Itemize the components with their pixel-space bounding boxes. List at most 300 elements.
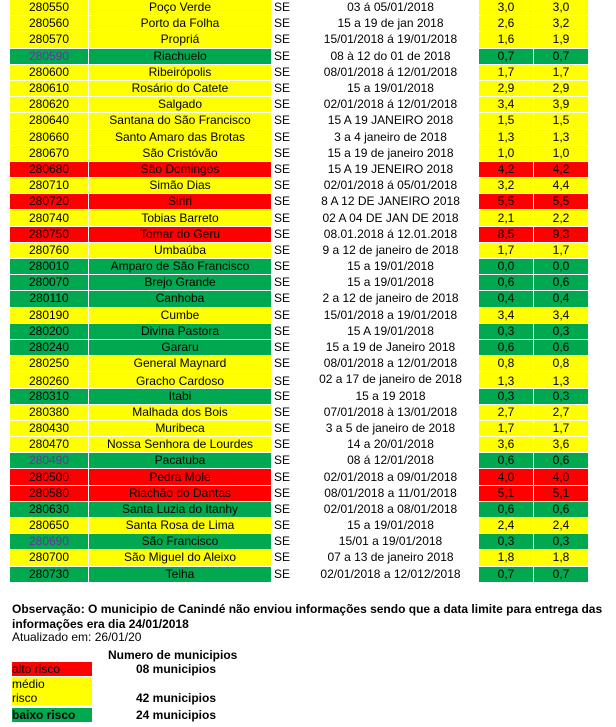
index-value-2: 1,5 — [534, 113, 589, 129]
table-row — [10, 485, 589, 501]
index-value-1: 0,6 — [479, 275, 534, 291]
municipality-code: 280010 — [10, 259, 89, 275]
column-gap — [470, 226, 479, 242]
municipality-name: Umbaúba — [89, 242, 272, 258]
state-code: SE — [272, 388, 312, 404]
collection-period: 15 a 19/01/2018 — [312, 80, 470, 96]
municipality-name: Santo Amaro das Brotas — [89, 129, 272, 145]
index-value-1: 5,5 — [479, 194, 534, 210]
collection-period: 2 a 12 de janeiro de 2018 — [312, 291, 470, 307]
table-row — [10, 404, 589, 420]
column-gap — [470, 275, 479, 291]
state-code: SE — [272, 307, 312, 323]
table-row — [10, 534, 589, 550]
index-value-1: 2,9 — [479, 80, 534, 96]
index-value-1: 0,0 — [479, 259, 534, 275]
column-gap — [470, 129, 479, 145]
index-value-1: 3,2 — [479, 178, 534, 194]
collection-period: 07/01/2018 à 13/01/2018 — [312, 404, 470, 420]
collection-period: 02/01/2018 á 05/01/2018 — [312, 178, 470, 194]
municipality-name: Itabi — [89, 388, 272, 404]
collection-period: 15/01/2018 a 19/01/2018 — [312, 307, 470, 323]
municipality-name: Ribeirópolis — [89, 64, 272, 80]
collection-period: 07 a 13 de janeiro 2018 — [312, 550, 470, 566]
municipality-name: Gararu — [89, 339, 272, 355]
state-code: SE — [272, 113, 312, 129]
state-code: SE — [272, 16, 312, 32]
state-code: SE — [272, 518, 312, 534]
index-value-1: 0,6 — [479, 453, 534, 469]
legend-medium-risk — [12, 677, 92, 691]
index-value-2: 1,3 — [534, 372, 589, 388]
municipality-code: 280470 — [10, 437, 89, 453]
table-row — [10, 339, 589, 355]
table-row — [10, 161, 589, 177]
state-code: SE — [272, 178, 312, 194]
municipality-name: Siriri — [89, 194, 272, 210]
table-row — [10, 566, 589, 582]
municipality-code: 280750 — [10, 226, 89, 242]
state-code: SE — [272, 323, 312, 339]
table-row — [10, 453, 589, 469]
municipality-code: 280580 — [10, 485, 89, 501]
municipality-name: Canhoba — [89, 291, 272, 307]
collection-period: 15 A 19 JENEIRO 2018 — [312, 161, 470, 177]
column-gap — [470, 356, 479, 372]
state-code: SE — [272, 32, 312, 48]
municipality-code: 280670 — [10, 145, 89, 161]
index-value-1: 0,6 — [479, 339, 534, 355]
index-value-2: 2,7 — [534, 404, 589, 420]
municipality-code: 280190 — [10, 307, 89, 323]
municipality-code: 280710 — [10, 178, 89, 194]
index-value-2: 0,3 — [534, 323, 589, 339]
collection-period: 15 A 19 JANEIRO 2018 — [312, 113, 470, 129]
table-row — [10, 437, 589, 453]
collection-period: 15 a 19 de Janeiro 2018 — [312, 339, 470, 355]
table-row — [10, 388, 589, 404]
municipality-name: Santa Rosa de Lima — [89, 518, 272, 534]
state-code: SE — [272, 485, 312, 501]
state-code: SE — [272, 97, 312, 113]
municipality-name: São Domingos — [89, 161, 272, 177]
collection-period: 15 a 19/01/2018 — [312, 259, 470, 275]
municipality-name: Propriá — [89, 32, 272, 48]
collection-period: 14 a 20/01/2018 — [312, 437, 470, 453]
municipality-code: 280380 — [10, 404, 89, 420]
column-gap — [470, 437, 479, 453]
column-gap — [470, 194, 479, 210]
municipality-name: Tomar do Geru — [89, 226, 272, 242]
legend-medium-risk-label-2: risco — [12, 691, 92, 705]
collection-period: 08/01/2018 a 12/01/2018 — [312, 356, 470, 372]
column-gap — [470, 404, 479, 420]
table-row — [10, 97, 589, 113]
municipality-code: 280260 — [10, 372, 89, 388]
state-code: SE — [272, 161, 312, 177]
municipality-name: Riachão do Dantas — [89, 485, 272, 501]
index-value-2: 0,7 — [534, 48, 589, 64]
municipality-name: Rosário do Catete — [89, 80, 272, 96]
index-value-1: 1,5 — [479, 113, 534, 129]
collection-period: 08/01/2018 a 11/01/2018 — [312, 485, 470, 501]
index-value-2: 3,6 — [534, 437, 589, 453]
state-code: SE — [272, 210, 312, 226]
collection-period: 08.01.2018 á 12.01.2018 — [312, 226, 470, 242]
municipality-code: 280250 — [10, 356, 89, 372]
collection-period: 08 à 12 do 01 de 2018 — [312, 48, 470, 64]
column-gap — [470, 501, 479, 517]
table-row — [10, 501, 589, 517]
municipality-name: Muribeca — [89, 420, 272, 436]
municipality-code: 280070 — [10, 275, 89, 291]
municipality-name: Brejo Grande — [89, 275, 272, 291]
column-gap — [470, 339, 479, 355]
state-code: SE — [272, 372, 312, 388]
collection-period: 8 A 12 DE JANEIRO 2018 — [312, 194, 470, 210]
column-gap — [470, 242, 479, 258]
table-row — [10, 194, 589, 210]
table-row — [10, 259, 589, 275]
table-row — [10, 32, 589, 48]
municipality-code: 280620 — [10, 97, 89, 113]
municipality-name: Amparo de São Francisco — [89, 259, 272, 275]
index-value-2: 2,9 — [534, 80, 589, 96]
index-value-2: 0,4 — [534, 291, 589, 307]
municipality-code: 280240 — [10, 339, 89, 355]
table-row — [10, 0, 589, 16]
municipality-name: São Francisco — [89, 534, 272, 550]
state-code: SE — [272, 356, 312, 372]
index-value-1: 3,6 — [479, 437, 534, 453]
table-row — [10, 113, 589, 129]
municipality-name: São Cristóvão — [89, 145, 272, 161]
index-value-2: 5,5 — [534, 194, 589, 210]
state-code: SE — [272, 550, 312, 566]
municipality-code: 280500 — [10, 469, 89, 485]
municipality-code: 280310 — [10, 388, 89, 404]
updated-date: Atualizado em: 26/01/20 — [12, 630, 142, 644]
index-value-2: 4,0 — [534, 469, 589, 485]
column-gap — [470, 16, 479, 32]
index-value-2: 1,3 — [534, 129, 589, 145]
index-value-1: 0,3 — [479, 388, 534, 404]
state-code: SE — [272, 469, 312, 485]
table-row — [10, 226, 589, 242]
state-code: SE — [272, 339, 312, 355]
column-gap — [470, 566, 479, 582]
collection-period: 08 á 12/01/2018 — [312, 453, 470, 469]
index-value-1: 4,2 — [479, 161, 534, 177]
index-value-2: 1,7 — [534, 420, 589, 436]
legend-medium-risk-count: 42 municipios — [136, 691, 217, 705]
state-code: SE — [272, 275, 312, 291]
index-value-2: 0,6 — [534, 275, 589, 291]
municipality-code: 280490 — [10, 453, 89, 469]
collection-period: 02 a 17 de janeiro de 2018 — [312, 372, 470, 388]
municipality-name: Telha — [89, 566, 272, 582]
index-value-2: 2,2 — [534, 210, 589, 226]
municipality-code: 280740 — [10, 210, 89, 226]
index-value-2: 0,7 — [534, 566, 589, 582]
municipality-name: Santa Luzia do Itanhy — [89, 501, 272, 517]
legend-medium-risk-row2 — [12, 691, 217, 705]
table-row — [10, 518, 589, 534]
collection-period: 02/01/2018 a 09/01/2018 — [312, 469, 470, 485]
state-code: SE — [272, 420, 312, 436]
table-row — [10, 16, 589, 32]
municipality-code: 280690 — [10, 534, 89, 550]
municipality-code: 280700 — [10, 550, 89, 566]
municipality-code: 280630 — [10, 501, 89, 517]
collection-period: 15 A 19/01/2018 — [312, 323, 470, 339]
municipality-name: Gracho Cardoso — [89, 372, 272, 388]
municipality-code: 280610 — [10, 80, 89, 96]
state-code: SE — [272, 48, 312, 64]
index-value-1: 1,0 — [479, 145, 534, 161]
index-value-1: 0,3 — [479, 323, 534, 339]
table-row — [10, 469, 589, 485]
municipality-risk-table — [10, 0, 589, 583]
index-value-2: 0,3 — [534, 388, 589, 404]
index-value-2: 4,2 — [534, 161, 589, 177]
table-row — [10, 323, 589, 339]
collection-period: 15 a 19 de janeiro 2018 — [312, 145, 470, 161]
index-value-2: 5,1 — [534, 485, 589, 501]
municipality-code: 280640 — [10, 113, 89, 129]
state-code: SE — [272, 226, 312, 242]
municipality-code: 280600 — [10, 64, 89, 80]
state-code: SE — [272, 242, 312, 258]
municipality-code: 280660 — [10, 129, 89, 145]
index-value-2: 0,3 — [534, 534, 589, 550]
legend-high-risk — [12, 662, 217, 676]
index-value-1: 1,3 — [479, 129, 534, 145]
municipality-name: Malhada dos Bois — [89, 404, 272, 420]
index-value-1: 0,4 — [479, 291, 534, 307]
legend-low-risk-count: 24 municipios — [136, 708, 217, 722]
index-value-2: 3,4 — [534, 307, 589, 323]
municipality-name: Nossa Senhora de Lourdes — [89, 437, 272, 453]
state-code: SE — [272, 80, 312, 96]
column-gap — [470, 80, 479, 96]
column-gap — [470, 113, 479, 129]
state-code: SE — [272, 145, 312, 161]
state-code: SE — [272, 0, 312, 16]
index-value-1: 0,7 — [479, 48, 534, 64]
column-gap — [470, 210, 479, 226]
index-value-2: 0,6 — [534, 453, 589, 469]
collection-period: 03 á 05/01/2018 — [312, 0, 470, 16]
legend-high-risk-label: alto risco — [12, 662, 92, 676]
column-gap — [470, 534, 479, 550]
collection-period: 15 a 19 2018 — [312, 388, 470, 404]
municipality-code: 280570 — [10, 32, 89, 48]
state-code: SE — [272, 453, 312, 469]
column-gap — [470, 145, 479, 161]
collection-period: 02/01/2018 a 08/01/2018 — [312, 501, 470, 517]
index-value-1: 1,7 — [479, 420, 534, 436]
municipality-name: Tobias Barreto — [89, 210, 272, 226]
column-gap — [470, 161, 479, 177]
index-value-2: 2,4 — [534, 518, 589, 534]
table-body — [10, 0, 589, 582]
column-gap — [470, 372, 479, 388]
collection-period: 15 a 19/01/2018 — [312, 518, 470, 534]
index-value-1: 3,0 — [479, 0, 534, 16]
municipality-code: 280680 — [10, 161, 89, 177]
legend-low-risk — [12, 708, 217, 722]
municipality-name: São Miguel do Aleixo — [89, 550, 272, 566]
municipality-code: 280200 — [10, 323, 89, 339]
municipality-name: Poço Verde — [89, 0, 272, 16]
column-gap — [470, 485, 479, 501]
municipality-code: 280430 — [10, 420, 89, 436]
column-gap — [470, 259, 479, 275]
index-value-2: 1,7 — [534, 64, 589, 80]
table-row — [10, 291, 589, 307]
collection-period: 3 a 5 de janeiro de 2018 — [312, 420, 470, 436]
state-code: SE — [272, 437, 312, 453]
index-value-1: 2,6 — [479, 16, 534, 32]
observation-note: Observação: O municipio de Canindé não enviou informações sendo que a data limite para entrega das informações era dia 24/01/2018 — [12, 602, 603, 631]
column-gap — [470, 388, 479, 404]
municipality-name: Pacatuba — [89, 453, 272, 469]
index-value-1: 1,3 — [479, 372, 534, 388]
collection-period: 15/01/2018 á 19/01/2018 — [312, 32, 470, 48]
index-value-1: 2,4 — [479, 518, 534, 534]
legend-header: Numero de municipios — [108, 648, 238, 662]
collection-period: 08/01/2018 á 12/01/2018 — [312, 64, 470, 80]
table-row — [10, 420, 589, 436]
column-gap — [470, 469, 479, 485]
column-gap — [470, 97, 479, 113]
column-gap — [470, 550, 479, 566]
index-value-2: 3,9 — [534, 97, 589, 113]
municipality-name: General Maynard — [89, 356, 272, 372]
state-code: SE — [272, 259, 312, 275]
table-row — [10, 178, 589, 194]
state-code: SE — [272, 501, 312, 517]
collection-period: 15 a 19/01/2018 — [312, 275, 470, 291]
municipality-code: 280550 — [10, 0, 89, 16]
index-value-1: 1,7 — [479, 64, 534, 80]
municipality-code: 280590 — [10, 48, 89, 64]
column-gap — [470, 32, 479, 48]
municipality-code: 280650 — [10, 518, 89, 534]
column-gap — [470, 307, 479, 323]
column-gap — [470, 0, 479, 16]
index-value-2: 1,9 — [534, 32, 589, 48]
index-value-1: 1,7 — [479, 242, 534, 258]
municipality-name: Divina Pastora — [89, 323, 272, 339]
index-value-2: 3,0 — [534, 0, 589, 16]
index-value-1: 2,7 — [479, 404, 534, 420]
index-value-1: 0,6 — [479, 501, 534, 517]
state-code: SE — [272, 194, 312, 210]
legend-low-risk-label: baixo risco — [12, 708, 92, 722]
index-value-1: 8,5 — [479, 226, 534, 242]
table-row — [10, 129, 589, 145]
municipality-name: Riachuelo — [89, 48, 272, 64]
municipality-code: 280110 — [10, 291, 89, 307]
index-value-1: 0,8 — [479, 356, 534, 372]
index-value-2: 1,0 — [534, 145, 589, 161]
collection-period: 3 a 4 janeiro de 2018 — [312, 129, 470, 145]
municipality-name: Porto da Folha — [89, 16, 272, 32]
index-value-1: 4,0 — [479, 469, 534, 485]
index-value-2: 4,4 — [534, 178, 589, 194]
municipality-code: 280560 — [10, 16, 89, 32]
table-row — [10, 210, 589, 226]
collection-period: 15/01 a 19/01/2018 — [312, 534, 470, 550]
legend-medium-risk-label: médio — [12, 677, 92, 691]
index-value-1: 3,4 — [479, 307, 534, 323]
index-value-2: 3,2 — [534, 16, 589, 32]
column-gap — [470, 518, 479, 534]
column-gap — [470, 48, 479, 64]
index-value-1: 5,1 — [479, 485, 534, 501]
column-gap — [470, 323, 479, 339]
collection-period: 02/01/2018 á 12/01/2018 — [312, 97, 470, 113]
index-value-1: 3,4 — [479, 97, 534, 113]
column-gap — [470, 291, 479, 307]
municipality-code: 280760 — [10, 242, 89, 258]
index-value-1: 1,8 — [479, 550, 534, 566]
collection-period: 15 a 19 de jan 2018 — [312, 16, 470, 32]
municipality-name: Cumbe — [89, 307, 272, 323]
legend-high-risk-count: 08 municipios — [136, 662, 217, 676]
table-row — [10, 356, 589, 372]
state-code: SE — [272, 534, 312, 550]
index-value-2: 1,8 — [534, 550, 589, 566]
table-row — [10, 242, 589, 258]
municipality-name: Santana do São Francisco — [89, 113, 272, 129]
index-value-2: 0,6 — [534, 501, 589, 517]
column-gap — [470, 420, 479, 436]
table-row — [10, 275, 589, 291]
column-gap — [470, 453, 479, 469]
index-value-2: 0,8 — [534, 356, 589, 372]
index-value-1: 0,7 — [479, 566, 534, 582]
state-code: SE — [272, 566, 312, 582]
state-code: SE — [272, 129, 312, 145]
collection-period: 9 a 12 de janeiro de 2018 — [312, 242, 470, 258]
index-value-2: 1,7 — [534, 242, 589, 258]
collection-period: 02 A 04 DE JAN DE 2018 — [312, 210, 470, 226]
index-value-2: 0,0 — [534, 259, 589, 275]
column-gap — [470, 64, 479, 80]
state-code: SE — [272, 404, 312, 420]
municipality-name: Salgado — [89, 97, 272, 113]
index-value-2: 0,6 — [534, 339, 589, 355]
municipality-code: 280720 — [10, 194, 89, 210]
municipality-name: Pedra Mole — [89, 469, 272, 485]
table-row — [10, 307, 589, 323]
table-row — [10, 64, 589, 80]
index-value-1: 2,1 — [479, 210, 534, 226]
state-code: SE — [272, 291, 312, 307]
table-row — [10, 372, 589, 388]
table-row — [10, 80, 589, 96]
state-code: SE — [272, 64, 312, 80]
municipality-name: Simão Dias — [89, 178, 272, 194]
collection-period: 02/01/2018 a 12/012/2018 — [312, 566, 470, 582]
municipality-code: 280730 — [10, 566, 89, 582]
index-value-2: 9,3 — [534, 226, 589, 242]
table-row — [10, 48, 589, 64]
table-row — [10, 550, 589, 566]
